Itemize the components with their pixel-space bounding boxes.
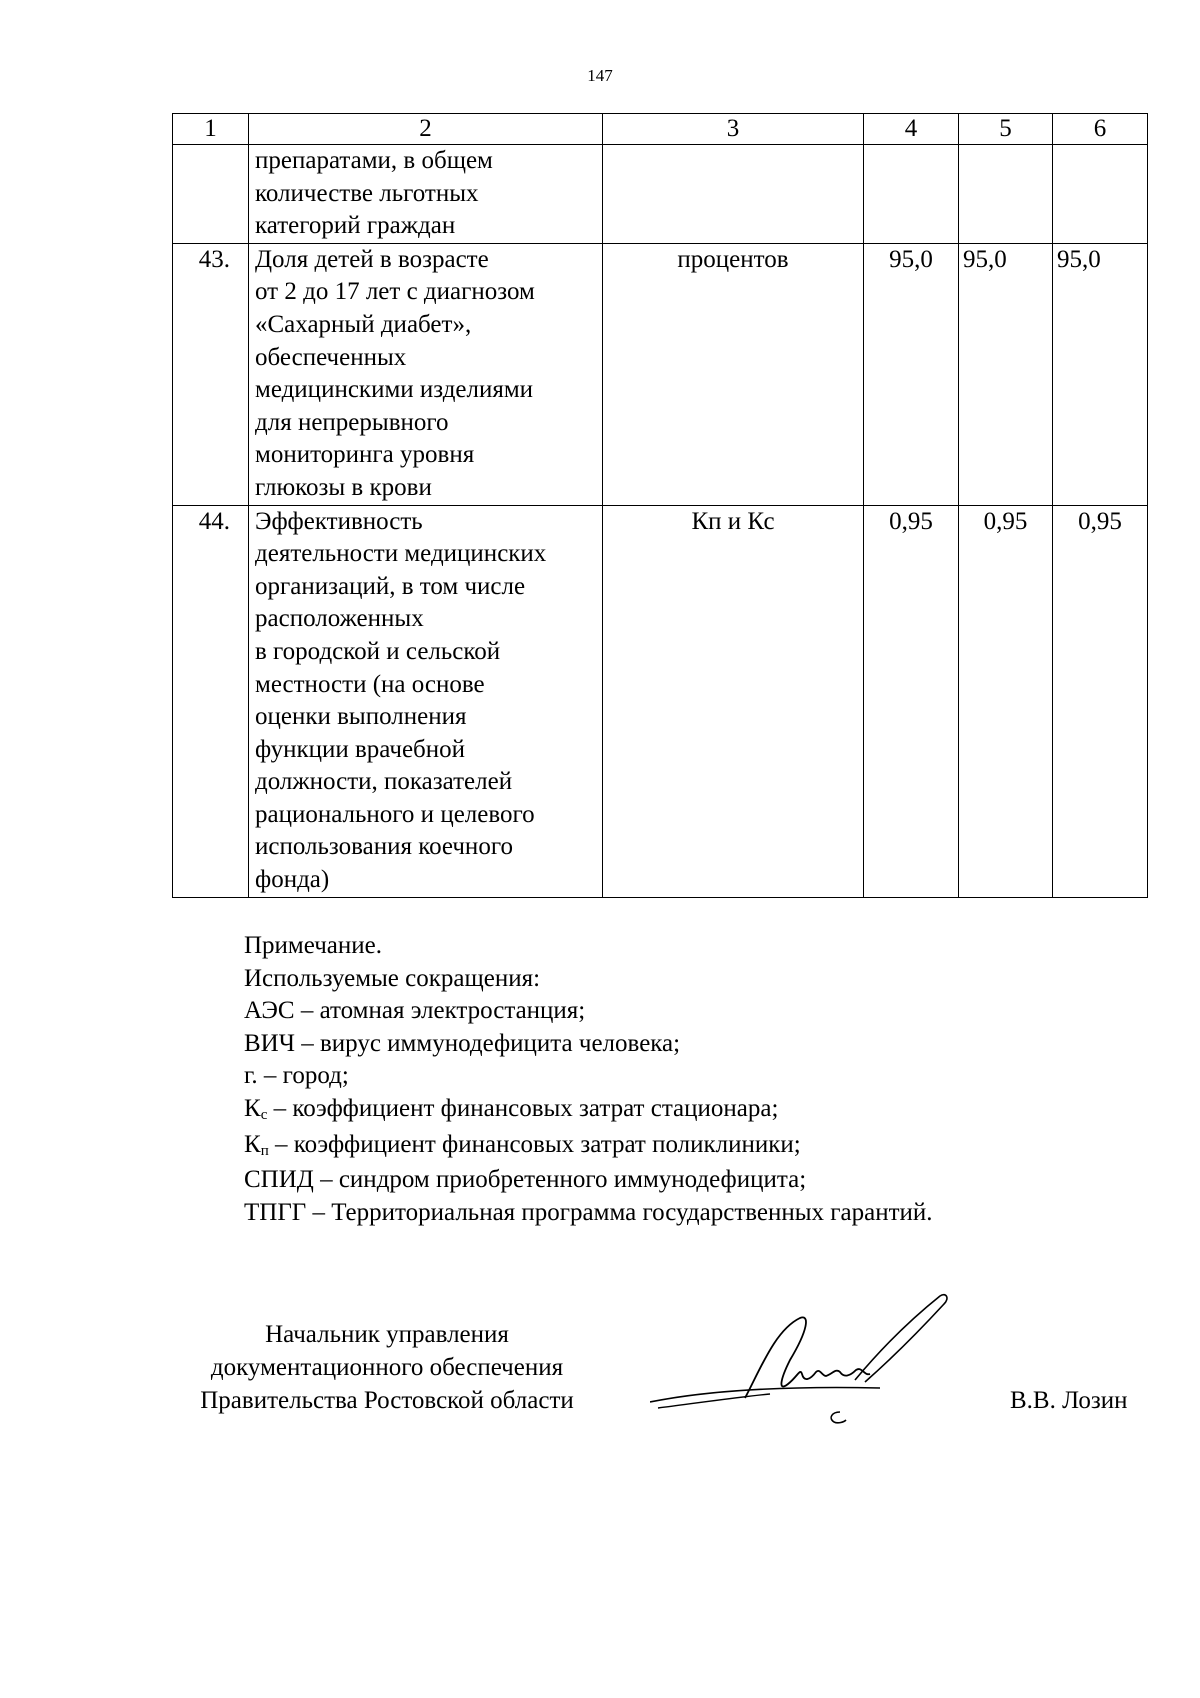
indicator-name <box>249 505 603 897</box>
table-row <box>173 145 1148 244</box>
indicator-name-line: глюкозы в крови <box>255 473 432 501</box>
unit-cell: процентов <box>603 243 864 505</box>
value-col5 <box>959 145 1053 244</box>
abbreviation-line: г. – город; <box>244 1062 349 1090</box>
indicator-name-line: препаратами, в общем <box>255 147 493 174</box>
indicator-name-line: медицинскими изделиями <box>255 376 534 404</box>
abbr-subscript: с <box>260 1106 268 1123</box>
abbr-text: – коэффициент финансовых затрат поликлиники; <box>268 1130 801 1158</box>
abbr-subscript: п <box>260 1142 269 1159</box>
table-row <box>173 505 1148 897</box>
indicator-name-line: «Сахарный диабет», <box>255 310 472 338</box>
indicator-name-line: обеспеченных <box>255 343 407 371</box>
indicator-name-line: в городской и сельской <box>255 637 501 665</box>
value-col6 <box>1053 145 1148 244</box>
indicator-name-line: использования коечного <box>255 833 513 861</box>
indicator-name-line: категорий граждан <box>255 212 456 240</box>
abbr-letter: К <box>244 1094 261 1122</box>
abbreviation-line: ВИЧ – вирус иммунодефицита человека; <box>244 1029 681 1057</box>
notes-section <box>244 930 933 1229</box>
signatory-title-line: документационного обеспечения <box>210 1354 564 1381</box>
value-col4: 0,95 <box>864 505 959 897</box>
notes-subtitle: Используемые сокращения: <box>244 964 541 992</box>
row-number: 44. <box>173 505 249 897</box>
table-header-row <box>173 114 1148 145</box>
table-header-cell: 5 <box>959 114 1053 145</box>
table-row <box>173 243 1148 505</box>
value-col6: 95,0 <box>1053 243 1148 505</box>
indicator-name-line: от 2 до 17 лет с диагнозом <box>255 278 535 306</box>
row-number <box>173 145 249 244</box>
indicators-table <box>172 113 1148 898</box>
value-col5: 95,0 <box>959 243 1053 505</box>
table-header-cell: 2 <box>249 114 603 145</box>
indicator-name-line: рационального и целевого <box>255 800 535 828</box>
indicator-name-line: для непрерывного <box>255 408 449 436</box>
value-col6: 0,95 <box>1053 505 1148 897</box>
indicator-name-line: фонда) <box>255 866 330 894</box>
notes-title: Примечание. <box>244 932 383 959</box>
signatory-title <box>172 1318 602 1417</box>
indicator-name-line: деятельности медицинских <box>255 540 547 568</box>
indicator-name <box>249 145 603 244</box>
handwritten-signature <box>650 1290 990 1430</box>
abbreviation-kp-line <box>244 1129 933 1165</box>
abbreviation-line: СПИД – синдром приобретенного иммунодефицита; <box>244 1166 807 1194</box>
abbr-letter: К <box>244 1130 261 1158</box>
signatory-title-line: Начальник управления <box>265 1321 509 1348</box>
table-header-cell: 1 <box>173 114 249 145</box>
indicator-name-line: расположенных <box>255 605 424 633</box>
abbr-text: – коэффициент финансовых затрат стационара; <box>267 1094 779 1122</box>
indicator-name-line: количестве льготных <box>255 179 479 207</box>
indicator-name-line: мониторинга уровня <box>255 441 475 469</box>
indicator-name <box>249 243 603 505</box>
table-header-cell: 3 <box>603 114 864 145</box>
unit-cell: Кп и Кс <box>603 505 864 897</box>
indicator-name-line: оценки выполнения <box>255 703 467 731</box>
abbreviation-line: АЭС – атомная электростанция; <box>244 997 586 1025</box>
indicator-name-line: организаций, в том числе <box>255 572 526 600</box>
page-number: 147 <box>587 66 613 85</box>
value-col5: 0,95 <box>959 505 1053 897</box>
abbreviation-kc-line <box>244 1093 933 1129</box>
table-header-cell: 6 <box>1053 114 1148 145</box>
signatory-name: В.В. Лозин <box>1010 1387 1128 1414</box>
value-col4 <box>864 145 959 244</box>
abbreviation-line: ТПГГ – Территориальная программа государственных гарантий. <box>244 1198 933 1226</box>
unit-cell <box>603 145 864 244</box>
indicator-name-line: функции врачебной <box>255 735 466 763</box>
table-header-cell: 4 <box>864 114 959 145</box>
indicator-name-line: Эффективность <box>255 507 423 535</box>
indicator-name-line: Доля детей в возрасте <box>255 245 489 273</box>
row-number: 43. <box>173 243 249 505</box>
signatory-title-line: Правительства Ростовской области <box>200 1387 574 1414</box>
value-col4: 95,0 <box>864 243 959 505</box>
indicator-name-line: должности, показателей <box>255 768 513 796</box>
indicator-name-line: местности (на основе <box>255 670 485 698</box>
